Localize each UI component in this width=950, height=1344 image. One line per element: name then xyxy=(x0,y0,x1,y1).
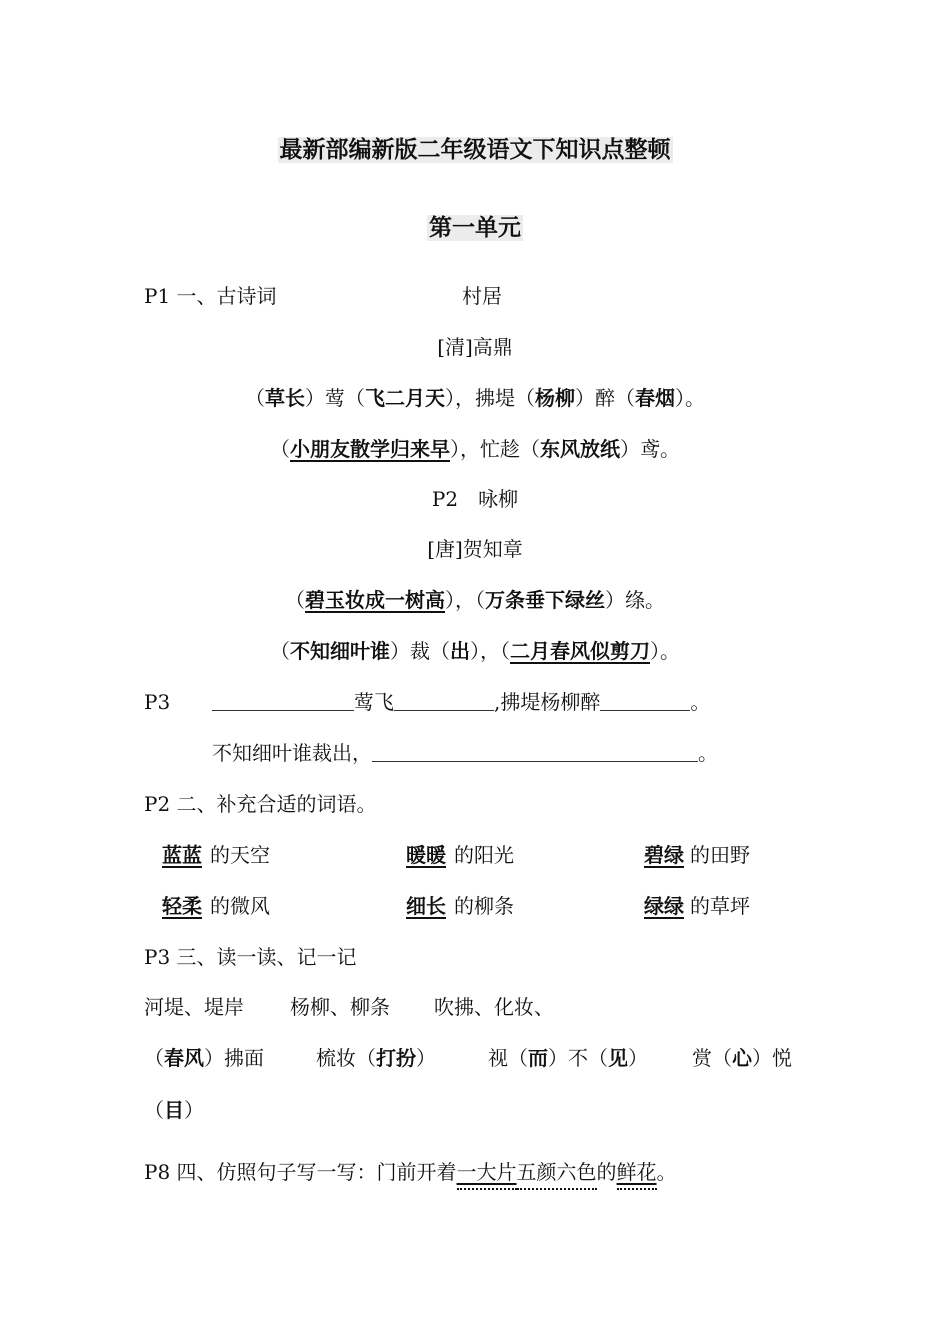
word-item: 轻柔 的微风 xyxy=(162,894,270,918)
blanks-label: P3 xyxy=(144,690,171,714)
word-item: 细长 的柳条 xyxy=(406,894,514,918)
idiom-item: 视（而）不（见） xyxy=(488,1046,648,1070)
poem-1-line-2: （小朋友散学归来早），忙趁（东风放纸）鸢。 xyxy=(270,437,680,461)
word-item: 碧绿 的田野 xyxy=(644,843,750,867)
idiom-item: 赏（心）悦 xyxy=(692,1046,792,1070)
poem-2-author: [唐]贺知章 xyxy=(427,537,523,561)
vocab-group: 杨柳、柳条 xyxy=(290,995,390,1019)
blank-field[interactable] xyxy=(212,692,354,711)
vocab-group: 吹拂、化妆、 xyxy=(434,995,554,1019)
blanks-line-2: 不知细叶谁裁出， 。 xyxy=(212,741,718,765)
blanks-line-1: 莺飞 ,拂堤杨柳醉 。 xyxy=(212,688,710,716)
poem-2-title: P2 咏柳 xyxy=(431,487,519,511)
blank-field[interactable] xyxy=(394,692,494,711)
blank-field[interactable] xyxy=(600,692,690,711)
poem-1-line-1: （草长）莺（飞二月天），拂堤（杨柳）醉（春烟）。 xyxy=(245,386,705,410)
section-2-label: P2 二、补充合适的词语。 xyxy=(144,792,377,816)
section-1-label: P1 一、古诗词 xyxy=(144,284,277,308)
poem-2-line-2: （不知细叶谁）裁（出），（二月春风似剪刀）。 xyxy=(270,639,680,663)
blank-field[interactable] xyxy=(372,743,698,762)
page-title: 最新部编新版二年级语文下知识点整顿 xyxy=(279,137,671,163)
unit-title: 第一单元 xyxy=(429,215,521,241)
word-item: 绿绿 的草坪 xyxy=(644,894,750,918)
section-3-label: P3 三、读一读、记一记 xyxy=(144,945,357,969)
poem-1-title: 村居 xyxy=(462,284,502,308)
poem-2-line-1: （碧玉妆成一树高），（万条垂下绿丝）绦。 xyxy=(285,588,665,612)
idiom-item: 梳妆（打扮） xyxy=(316,1046,436,1070)
vocab-group: 河堤、堤岸 xyxy=(144,995,244,1019)
idiom-item: （春风）拂面 xyxy=(144,1046,264,1070)
poem-1-author: [清]高鼎 xyxy=(437,335,513,359)
section-4-label: P8 四、仿照句子写一写：门前开着一大片五颜六色的鲜花。 xyxy=(144,1158,677,1186)
idiom-item: （目） xyxy=(144,1098,204,1122)
word-item: 蓝蓝 的天空 xyxy=(162,843,270,867)
word-item: 暖暖 的阳光 xyxy=(406,843,514,867)
